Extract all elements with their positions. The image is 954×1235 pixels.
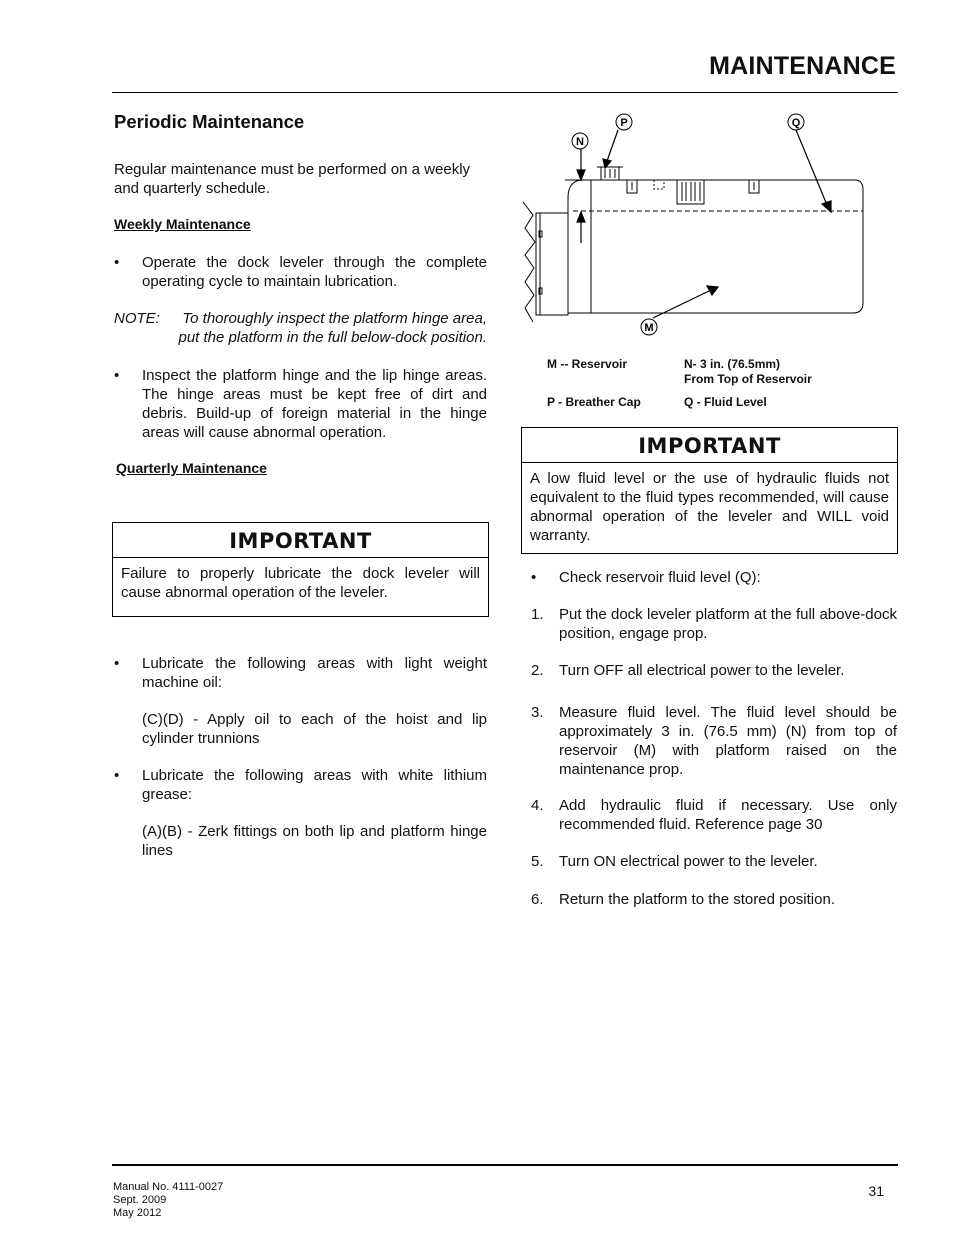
page-title: MAINTENANCE	[709, 52, 896, 80]
important-box-left	[112, 522, 489, 617]
bullet-text: Lubricate the following areas with white lithium grease:	[142, 767, 487, 803]
intro-paragraph: Regular maintenance must be performed on a weekly and quarterly schedule.	[114, 161, 471, 197]
bullet-subtext: (C)(D) - Apply oil to each of the hoist and lip cylinder trunnions	[142, 711, 487, 747]
list-item	[531, 568, 897, 588]
bullet-text: Lubricate the following areas with light weight machine oil:	[142, 655, 487, 691]
note-label: NOTE:	[114, 310, 160, 327]
footer-divider	[112, 1164, 898, 1166]
section-title: Periodic Maintenance	[114, 111, 305, 132]
caption-n-line1: N- 3 in. (76.5mm)	[684, 357, 781, 371]
step-text: Turn OFF all electrical power to the leveler.	[559, 662, 845, 679]
caption-n-line2: From Top of Reservoir	[684, 372, 812, 386]
step-number: 5.	[531, 853, 544, 870]
note	[114, 309, 487, 349]
callout-p: P	[620, 117, 628, 129]
step-number: 1.	[531, 606, 544, 623]
step-text: Turn ON electrical power to the leveler.	[559, 853, 818, 870]
bullet-mark: •	[114, 767, 120, 784]
reservoir-body	[568, 180, 863, 313]
list-item	[114, 253, 487, 293]
header-divider	[112, 92, 898, 93]
step-text: Put the dock leveler platform at the full above-dock position, engage prop.	[559, 606, 897, 642]
caption-m: M -- Reservoir	[547, 357, 628, 371]
caption-q: Q - Fluid Level	[684, 395, 767, 409]
bullet-text: Inspect the platform hinge and the lip hinge areas. The hinge areas must be kept free of dirt and debris. Build-up of foreign material in the hinge areas will cause abnormal operation.	[142, 367, 487, 441]
quarterly-maintenance-heading: Quarterly Maintenance	[116, 460, 267, 476]
bullet-mark: •	[531, 569, 537, 586]
step-number: 3.	[531, 704, 544, 721]
caption-p: P - Breather Cap	[547, 395, 641, 409]
bullet-mark: •	[114, 367, 120, 384]
reservoir-diagram	[515, 110, 875, 342]
step-item	[531, 852, 897, 872]
step-text: Add hydraulic fluid if necessary. Use only recommended fluid. Reference page 30	[559, 797, 897, 833]
callout-q: Q	[791, 117, 801, 129]
footer-date-2: May 2012	[113, 1207, 162, 1219]
important-text: Failure to properly lubricate the dock leveler will cause abnormal operation of the leveler.	[121, 565, 480, 601]
bullet-mark: •	[114, 254, 120, 271]
step-item	[531, 661, 897, 681]
important-heading: IMPORTANT	[522, 428, 897, 463]
step-number: 2.	[531, 662, 544, 679]
step-number: 6.	[531, 891, 544, 908]
important-heading: IMPORTANT	[113, 523, 488, 558]
callout-m: M	[644, 322, 654, 334]
important-box-right	[521, 427, 898, 554]
step-item	[531, 796, 897, 836]
step-number: 4.	[531, 797, 544, 814]
callout-n: N	[576, 136, 584, 148]
break-line	[523, 202, 535, 322]
bullet-text: Check reservoir fluid level (Q):	[559, 569, 761, 586]
step-item	[531, 605, 897, 645]
step-text: Return the platform to the stored position.	[559, 891, 835, 908]
bullet-mark: •	[114, 655, 120, 672]
list-item	[114, 766, 487, 806]
important-text: A low fluid level or the use of hydraulic fluids not equivalent to the fluid types recommended, will cause abnormal operation of the leveler and WILL void warranty.	[530, 470, 889, 544]
step-text: Measure fluid level. The fluid level should be approximately 3 in. (76.5 mm) (N) from top of reservoir (M) with platform raised on the maintenance prop.	[559, 704, 897, 778]
bullet-subtext: (A)(B) - Zerk fittings on both lip and platform hinge lines	[142, 823, 487, 859]
weekly-maintenance-heading: Weekly Maintenance	[114, 216, 251, 232]
page-number: 31	[868, 1183, 884, 1199]
list-item	[114, 654, 487, 694]
manual-number: Manual No. 4111-0027	[113, 1181, 224, 1193]
list-item	[114, 366, 487, 444]
step-item	[531, 890, 897, 910]
note-text: To thoroughly inspect the platform hinge area, put the platform in the full below-dock position.	[178, 310, 487, 346]
bullet-text: Operate the dock leveler through the complete operating cycle to maintain lubrication.	[142, 254, 487, 290]
footer-date-1: Sept. 2009	[113, 1194, 167, 1206]
step-item	[531, 703, 897, 781]
